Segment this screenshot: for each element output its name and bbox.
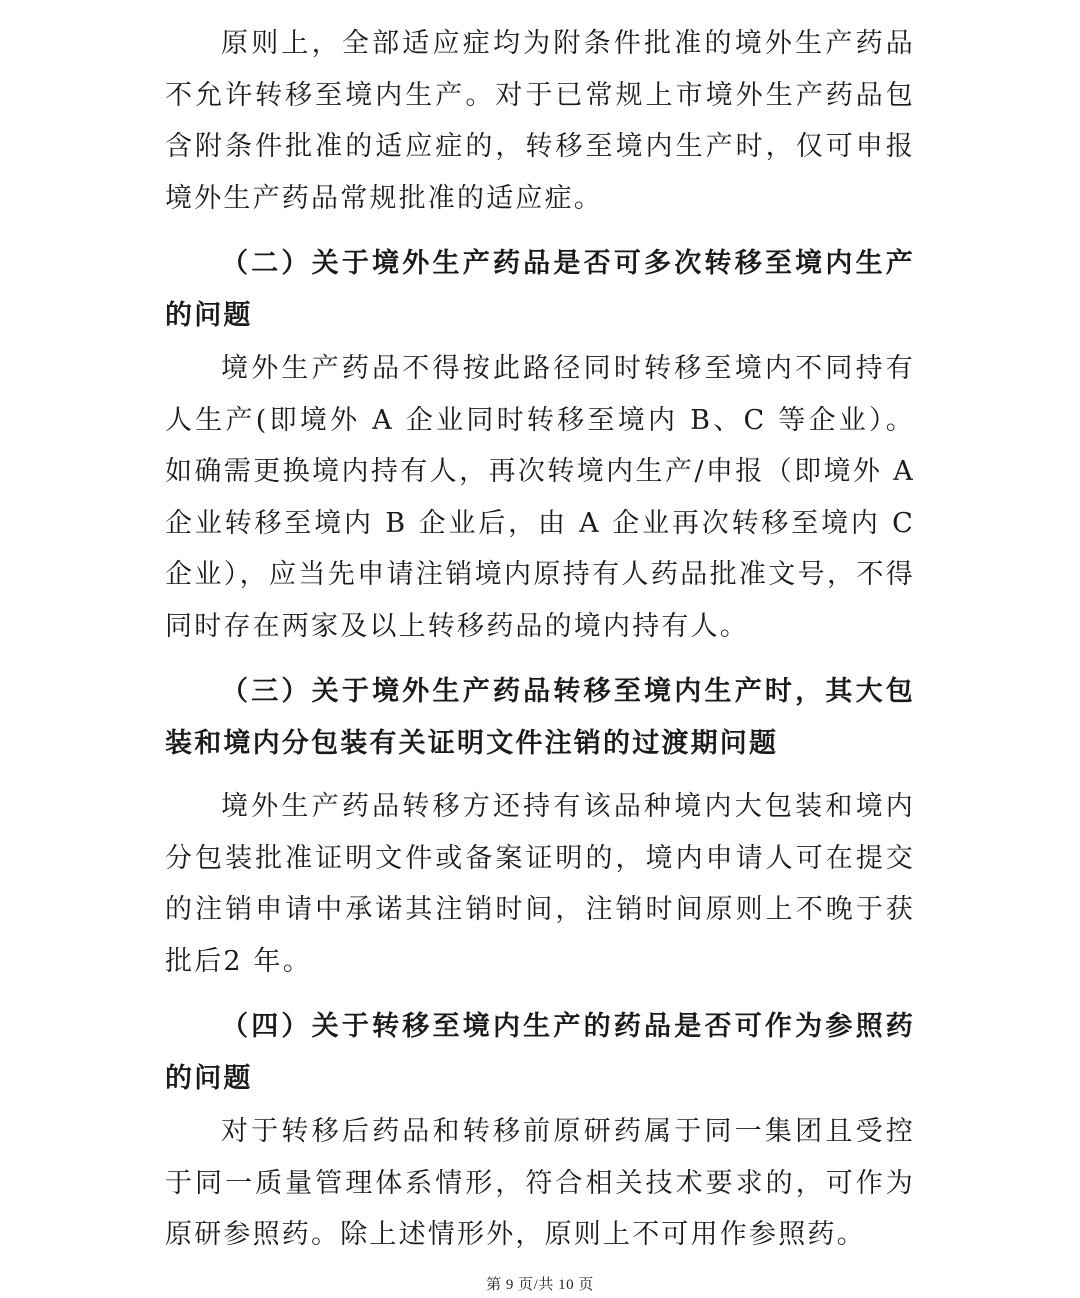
section-heading: （三）关于境外生产药品转移至境内生产时，其大包装和境内分包装有关证明文件注销的过渡期问题	[165, 676, 915, 759]
section-heading: （四）关于转移至境内生产的药品是否可作为参照药的问题	[165, 1011, 915, 1094]
page-number-footer: 第 9 页/共 10 页	[486, 1277, 594, 1293]
section-heading: （二）关于境外生产药品是否可多次转移至境内生产的问题	[165, 248, 915, 331]
paragraph-body: 原则上，全部适应症均为附条件批准的境外生产药品不允许转移至境内生产。对于已常规上市境外生产药品包含附条件批准的适应症的，转移至境内生产时，仅可申报境外生产药品常规批准的适应症。	[165, 28, 915, 214]
paragraph-body: 境外生产药品不得按此路径同时转移至境内不同持有人生产(即境外 A 企业同时转移至境内 B、C 等企业）。如确需更换境内持有人，再次转境内生产/申报（即境外 A 企业转移至境内 B 企业后，由 A 企业再次转移至境内 C 企业），应当先申请注销境内原持有人药品批准文号，不得同时存在两家及以上转移药品的境内持有人。	[165, 353, 915, 642]
paragraph-body: 对于转移后药品和转移前原研药属于同一集团且受控于同一质量管理体系情形，符合相关技术要求的，可作为原研参照药。除上述情形外，原则上不可用作参照药。	[165, 1116, 915, 1250]
paragraph-body: 境外生产药品转移方还持有该品种境内大包装和境内分包装批准证明文件或备案证明的，境内申请人可在提交的注销申请中承诺其注销时间，注销时间原则上不晚于获批后2 年。	[165, 791, 915, 977]
document-page	[165, 18, 915, 1261]
